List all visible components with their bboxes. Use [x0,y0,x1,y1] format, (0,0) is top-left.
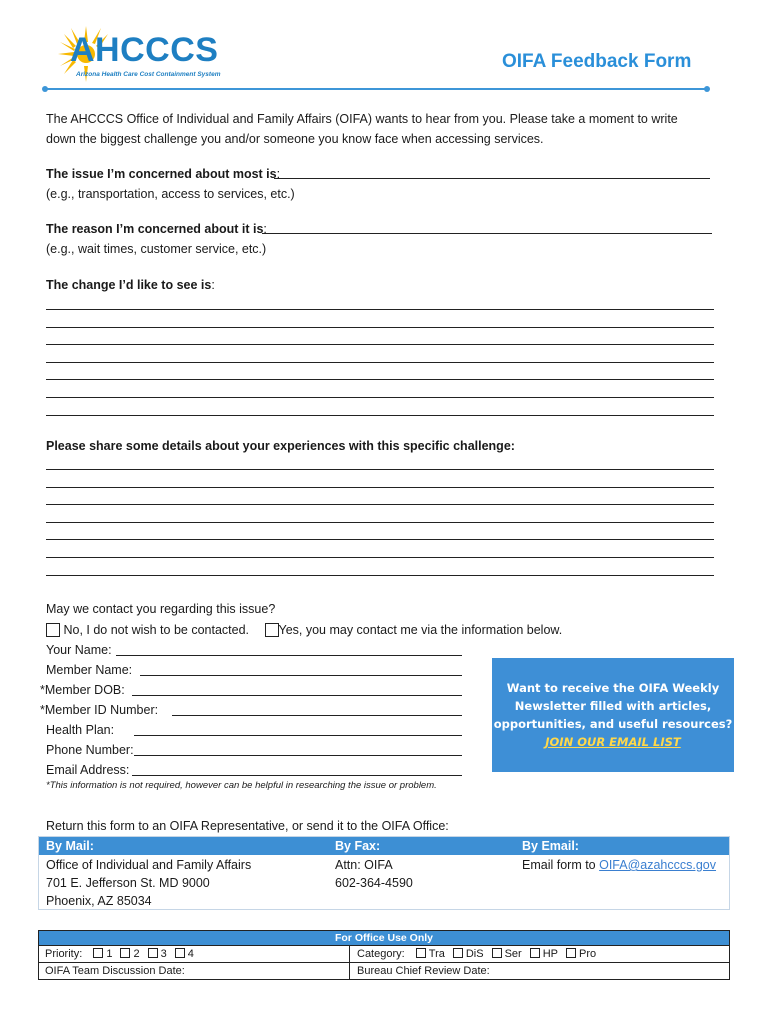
contact-field-input-line[interactable] [140,675,462,676]
rule-dot-right [704,86,710,92]
category-value: Ser [504,948,522,960]
office-row-2 [39,962,729,979]
change-label: The change I’d like to see is [46,278,212,292]
contact-field-label: Health Plan: [46,723,115,737]
details-input-line-1[interactable] [46,469,714,470]
contact-field-input-line[interactable] [116,655,462,656]
contact-options [46,620,562,640]
change-input-line-4[interactable] [46,362,714,363]
category-checkbox[interactable] [416,948,426,958]
logo-subtitle: Arizona Health Care Cost Containment System [76,71,221,78]
office-row-1 [39,945,729,962]
email-prefix: Email form to [522,858,600,872]
contact-question: May we contact you regarding this issue? [46,602,276,616]
priority-group [45,946,202,962]
yes-contact-checkbox[interactable] [265,623,279,637]
details-input-line-6[interactable] [46,557,714,558]
change-colon: : [211,278,215,292]
contact-field-label: Your Name: [46,643,112,657]
priority-label: Priority: [45,948,83,960]
category-value: HP [542,948,558,960]
header-rule [46,88,708,90]
logo-wordmark: AHCCCS [70,31,219,69]
email-heading: By Email: [522,839,579,853]
contact-field-input-line[interactable] [172,715,462,716]
reason-example: (e.g., wait times, customer service, etc.) [46,242,267,256]
priority-checkbox[interactable] [93,948,103,958]
category-option[interactable] [566,948,596,960]
details-input-line-3[interactable] [46,504,714,505]
join-email-list-link[interactable]: JOIN OUR EMAIL LIST [545,735,681,749]
change-input-line-1[interactable] [46,309,714,310]
priority-checkbox[interactable] [120,948,130,958]
category-option[interactable] [453,948,484,960]
return-table-header [39,837,729,855]
change-row [46,275,215,295]
contact-field-label: Member Name: [46,663,133,677]
change-input-line-5[interactable] [46,379,714,380]
category-option[interactable] [416,948,445,960]
oifa-email-link[interactable]: OIFA@azahcccs.gov [599,858,717,872]
no-contact-checkbox[interactable] [46,623,60,637]
category-option[interactable] [492,948,522,960]
return-intro: Return this form to an OIFA Representative, or send it to the OIFA Office: [46,819,449,833]
reason-label: The reason I’m concerned about it is [46,222,264,236]
mail-line-1: Office of Individual and Family Affairs [46,858,252,872]
fax-info [335,856,413,892]
mail-line-2: 701 E. Jefferson St. MD 9000 [46,876,210,890]
newsletter-line-3: opportunities, and useful resources? [493,717,733,731]
fax-line-2: 602-364-4590 [335,876,413,890]
priority-option[interactable] [120,948,139,960]
details-label: Please share some details about your experiences with this specific challenge: [46,439,515,453]
priority-value: 4 [187,948,194,960]
details-input-line-4[interactable] [46,522,714,523]
issue-example: (e.g., transportation, access to services, etc.) [46,187,295,201]
issue-label: The issue I’m concerned about most is [46,167,277,181]
issue-colon: : [276,167,281,181]
mail-heading: By Mail: [46,839,94,853]
change-input-line-7[interactable] [46,415,714,416]
priority-option[interactable] [175,948,194,960]
fax-heading: By Fax: [335,839,381,853]
team-date-label: OIFA Team Discussion Date: [45,965,185,977]
change-input-line-6[interactable] [46,397,714,398]
chief-date-label: Bureau Chief Review Date: [357,965,490,977]
office-divider-2 [349,963,350,979]
category-option[interactable] [530,948,558,960]
category-group [357,946,604,962]
reason-input-line[interactable] [262,233,712,234]
fax-line-1: Attn: OIFA [335,858,393,872]
details-input-line-5[interactable] [46,539,714,540]
contact-field-label: Phone Number: [46,743,134,757]
newsletter-line-1: Want to receive the OIFA Weekly [506,681,720,695]
issue-input-line[interactable] [274,178,710,179]
category-checkbox[interactable] [530,948,540,958]
category-value: Tra [428,948,445,960]
contact-field-input-line[interactable] [132,775,462,776]
newsletter-line-2: Newsletter filled with articles, [514,699,712,713]
no-contact-label: No, I do not wish to be contacted. [63,623,250,637]
contact-note: *This information is not required, however can be helpful in researching the issue or problem. [46,780,437,791]
priority-value: 2 [133,948,140,960]
office-use-table [38,930,730,980]
category-checkbox[interactable] [566,948,576,958]
details-input-line-2[interactable] [46,487,714,488]
contact-field-label: *Member DOB: [40,683,125,697]
category-checkbox[interactable] [453,948,463,958]
newsletter-panel [492,658,734,772]
mail-line-3: Phoenix, AZ 85034 [46,894,152,908]
reason-row [46,219,267,239]
office-use-heading: For Office Use Only [39,931,729,945]
priority-option[interactable] [148,948,167,960]
priority-option[interactable] [93,948,112,960]
category-label: Category: [357,948,405,960]
priority-checkbox[interactable] [148,948,158,958]
office-divider [349,946,350,962]
return-table [38,836,730,910]
change-input-line-2[interactable] [46,327,714,328]
intro-paragraph: The AHCCCS Office of Individual and Family Affairs (OIFA) wants to hear from you. Please take a moment to write down the biggest challenge you and/or someone you know face when accessing services. [46,112,678,146]
contact-field-input-line[interactable] [132,695,462,696]
contact-field-input-line[interactable] [134,755,462,756]
email-info [522,856,716,874]
reason-colon: : [263,222,267,236]
page-title: OIFA Feedback Form [502,51,692,72]
contact-field-input-line[interactable] [134,735,462,736]
mail-address [46,856,251,910]
contact-field-label: *Member ID Number: [40,703,159,717]
yes-contact-label: Yes, you may contact me via the information below. [278,623,563,637]
issue-row [46,164,716,184]
category-value: DiS [465,948,484,960]
priority-value: 1 [106,948,113,960]
category-value: Pro [579,948,597,960]
change-input-line-3[interactable] [46,344,714,345]
contact-field-label: Email Address: [46,763,130,777]
priority-value: 3 [160,948,167,960]
category-checkbox[interactable] [492,948,502,958]
priority-checkbox[interactable] [175,948,185,958]
details-input-line-7[interactable] [46,575,714,576]
